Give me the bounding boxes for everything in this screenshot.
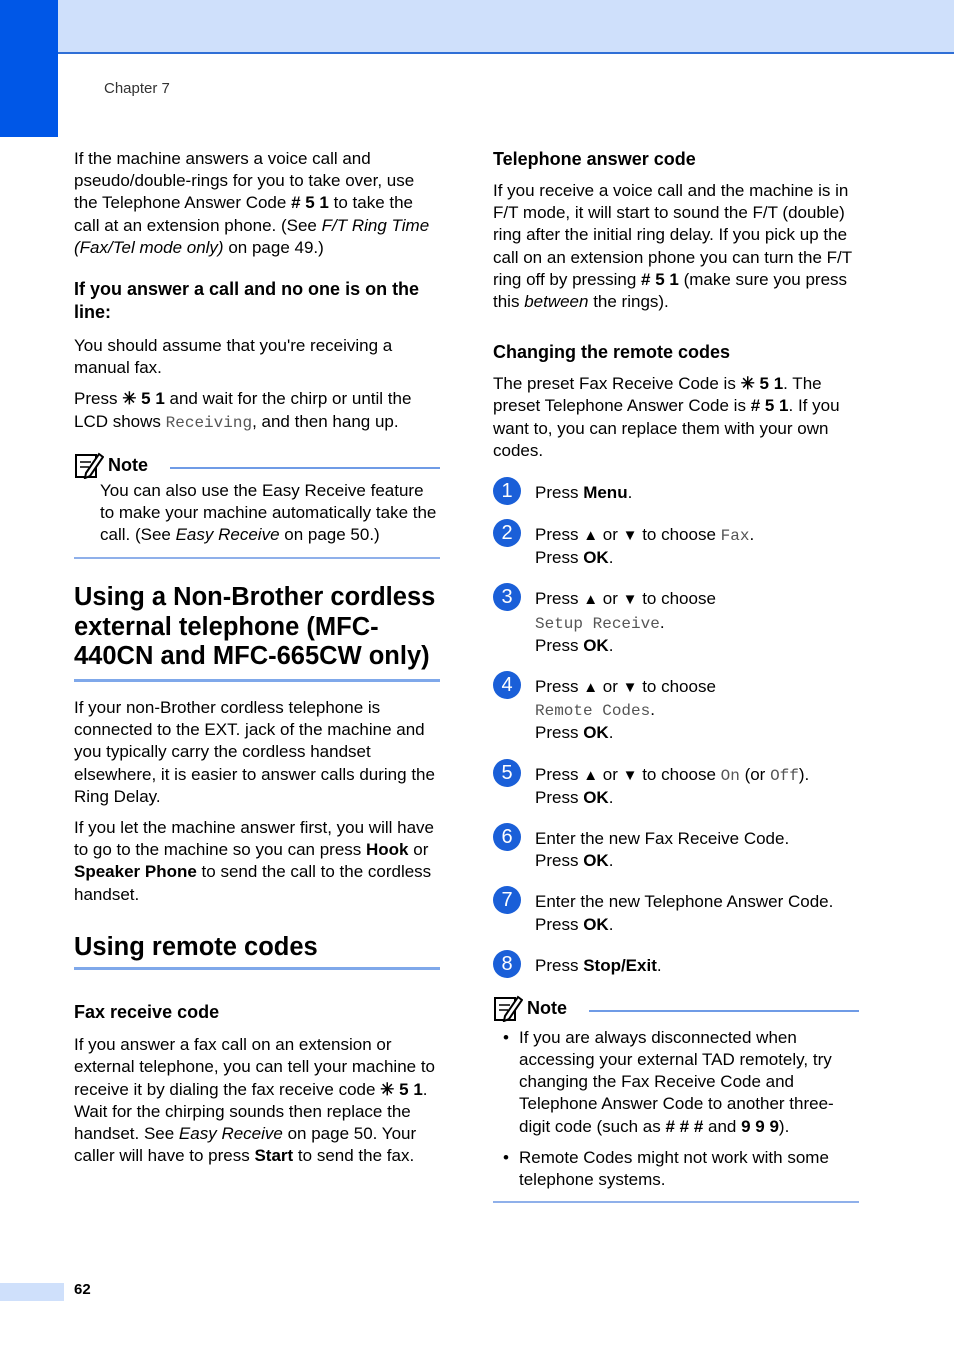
step-2 bbox=[493, 521, 859, 569]
footer-tab bbox=[0, 1283, 64, 1301]
step-number-1: 1 bbox=[493, 477, 521, 505]
note-pencil-icon bbox=[493, 994, 523, 1022]
heading-rule bbox=[74, 967, 440, 970]
step-text: Enter the new Fax Receive Code. Press OK. bbox=[535, 829, 790, 871]
note-divider bbox=[589, 1010, 859, 1012]
page-number: 62 bbox=[74, 1281, 91, 1298]
note-box bbox=[74, 452, 440, 560]
down-arrow-icon: ▼ bbox=[622, 679, 638, 697]
header-band bbox=[58, 0, 954, 54]
heading-fax-receive-code: Fax receive code bbox=[74, 1002, 220, 1023]
step-number-7: 7 bbox=[493, 886, 521, 914]
note-bullet-2 bbox=[493, 1147, 859, 1191]
right-column bbox=[493, 148, 859, 1203]
left-column bbox=[74, 148, 440, 1176]
step-4 bbox=[493, 673, 859, 745]
change-paragraph: The preset Fax Receive Code is ✳ 5 1. The preset Telephone Answer Code is # 5 1. If you want to, you can replace them with your own codes. bbox=[493, 374, 840, 460]
up-arrow-icon: ▲ bbox=[583, 679, 599, 697]
heading-changing-remote-codes: Changing the remote codes bbox=[493, 342, 731, 363]
lcd-text: Setup Receive bbox=[535, 614, 660, 633]
no-one-paragraph-2: Press ✳ 5 1 and wait for the chirp or until the LCD shows Receiving, and then hang up. bbox=[74, 389, 412, 432]
step-7 bbox=[493, 891, 859, 935]
step-text: Press ▲ or ▼ to choose On (or Off). Press OK. bbox=[535, 764, 810, 807]
heading-telephone-answer-code: Telephone answer code bbox=[493, 149, 696, 169]
step-number-3: 3 bbox=[493, 583, 521, 611]
lcd-text: Remote Codes bbox=[535, 702, 651, 721]
lcd-text: Off bbox=[770, 766, 799, 785]
step-text: Press ▲ or ▼ to choose Fax. Press OK. bbox=[535, 525, 755, 568]
step-text: Press ▲ or ▼ to choose Remote Codes. Press OK. bbox=[535, 677, 716, 743]
step-text: Press Menu. bbox=[535, 483, 633, 503]
fax-code-paragraph: If you answer a fax call on an extension or external telephone, you can tell your machine to receive it by dialing the fax receive code ✳ 5 1. Wait for the chirping sounds then replace the handset. See Easy Receive on page 50. Your caller will have to press Start to send the fax. bbox=[74, 1035, 436, 1166]
note-header bbox=[74, 452, 440, 478]
down-arrow-icon: ▼ bbox=[622, 591, 638, 609]
up-arrow-icon: ▲ bbox=[583, 527, 599, 545]
step-number-8: 8 bbox=[493, 950, 521, 978]
note-bullet-1 bbox=[493, 1027, 859, 1138]
note-header bbox=[493, 995, 859, 1021]
step-number-4: 4 bbox=[493, 671, 521, 699]
note-divider bbox=[170, 467, 440, 469]
step-8 bbox=[493, 952, 859, 978]
step-number-6: 6 bbox=[493, 823, 521, 851]
lcd-text: On bbox=[720, 766, 740, 785]
star-icon: ✳ bbox=[740, 374, 755, 394]
step-1 bbox=[493, 479, 859, 505]
note-text: You can also use the Easy Receive feature to make your machine automatically take the call. (See Easy Receive on page 50.) bbox=[100, 480, 437, 545]
note-box bbox=[493, 995, 859, 1203]
step-number-5: 5 bbox=[493, 759, 521, 787]
cordless-paragraph-2: If you let the machine answer first, you will have to go to the machine so you can press Hook or Speaker Phone to send the call to the cordless handset. bbox=[74, 817, 434, 904]
note-label: Note bbox=[108, 454, 148, 475]
step-5 bbox=[493, 761, 859, 809]
note-end-rule bbox=[74, 557, 440, 559]
note-bullet-text: If you are always disconnected when accessing your external TAD remotely, try changing the Fax Receive Code and Telephone Answer Code to another three-digit code (such as # # # and 9 9 9). bbox=[519, 1027, 834, 1136]
step-3 bbox=[493, 588, 859, 657]
heading-no-one-on-line: If you answer a call and no one is on the line: bbox=[74, 279, 420, 323]
bullet-icon: • bbox=[503, 1147, 509, 1167]
note-end-rule bbox=[493, 1201, 859, 1203]
cordless-paragraph-1: If your non-Brother cordless telephone is connected to the EXT. jack of the machine and you typically carry the cordless handset elsewhere, it is easier to answer calls during the Ring Delay. bbox=[74, 697, 435, 806]
heading-rule bbox=[74, 679, 440, 682]
heading-cordless: Using a Non-Brother cordless external telephone (MFC-440CN and MFC-665CW only) bbox=[74, 583, 436, 671]
step-text: Press ▲ or ▼ to choose Setup Receive. Press OK. bbox=[535, 589, 716, 655]
chapter-tab bbox=[0, 0, 58, 137]
lcd-text: Fax bbox=[720, 527, 750, 546]
note-bullet-text: Remote Codes might not work with some telephone systems. bbox=[519, 1147, 829, 1190]
lcd-text: Receiving bbox=[165, 413, 253, 432]
step-number-2: 2 bbox=[493, 519, 521, 547]
heading-remote-codes: Using remote codes bbox=[74, 932, 318, 961]
chapter-label: Chapter 7 bbox=[104, 80, 170, 97]
step-text: Enter the new Telephone Answer Code. Press OK. bbox=[535, 892, 834, 934]
bullet-icon: • bbox=[503, 1027, 509, 1047]
down-arrow-icon: ▼ bbox=[622, 527, 638, 545]
step-6 bbox=[493, 825, 859, 872]
step-text: Press Stop/Exit. bbox=[535, 955, 662, 975]
down-arrow-icon: ▼ bbox=[622, 766, 638, 784]
up-arrow-icon: ▲ bbox=[583, 766, 599, 784]
no-one-paragraph-1: You should assume that you're receiving a manual fax. bbox=[74, 336, 393, 378]
star-icon: ✳ bbox=[380, 1079, 395, 1099]
star-icon: ✳ bbox=[122, 389, 137, 409]
note-pencil-icon bbox=[74, 451, 104, 479]
intro-paragraph: If the machine answers a voice call and pseudo/double-rings for you to take over, use the Telephone Answer Code # 5 1 to take the call at an extension phone. (See F/T Ring Time (Fax/Tel mode only) on page 49.) bbox=[74, 149, 430, 257]
note-label: Note bbox=[527, 997, 567, 1018]
up-arrow-icon: ▲ bbox=[583, 591, 599, 609]
tel-code-paragraph: If you receive a voice call and the machine is in F/T mode, it will start to sound the F/T (double) ring after the initial ring delay. If you pick up the call on an extension phone you can turn the F/T ring off by pressing # 5 1 (make sure you press this between the rings). bbox=[493, 181, 852, 312]
